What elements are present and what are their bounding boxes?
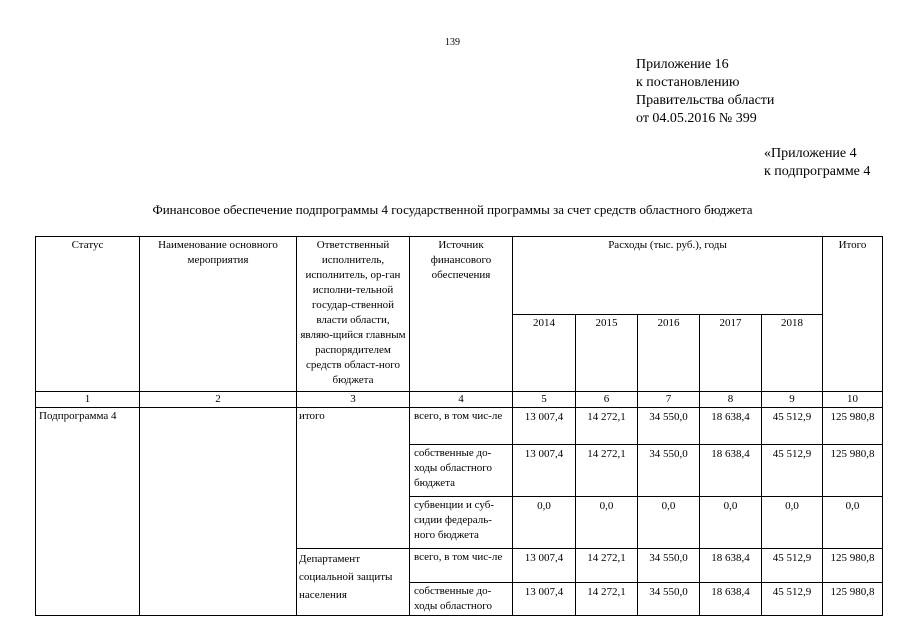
annex-block [636,56,774,128]
value-cell: 125 980,8 [823,408,883,445]
value-cell: 45 512,9 [762,445,823,497]
value-cell: 34 550,0 [638,408,700,445]
column-number: 10 [823,392,883,408]
header-year: 2014 [513,314,576,392]
value-cell: 14 272,1 [576,408,638,445]
header-year: 2018 [762,314,823,392]
value-cell: 45 512,9 [762,408,823,445]
page-number: 139 [445,37,460,48]
value-cell: 13 007,4 [513,549,576,583]
column-number: 4 [410,392,513,408]
column-number: 2 [140,392,297,408]
value-cell: 13 007,4 [513,408,576,445]
source-cell: собственные до-ходы областного бюджета [410,445,513,497]
column-number: 7 [638,392,700,408]
table-row [36,408,883,445]
subannex-line: «Приложение 4 [764,146,857,161]
status-cell: Подпрограмма 4 [36,408,140,616]
executor-cell: Департамент социальной защиты населения [297,549,410,616]
value-cell: 0,0 [823,497,883,549]
source-cell: собственные до-ходы областного [410,583,513,616]
subannex-block [764,145,870,181]
value-cell: 14 272,1 [576,549,638,583]
value-cell: 18 638,4 [700,408,762,445]
value-cell: 13 007,4 [513,583,576,616]
annex-line: Правительства области [636,93,775,108]
value-cell: 34 550,0 [638,583,700,616]
header-source: Источник финансового обеспечения [410,237,513,392]
annex-line: от 04.05.2016 № 399 [636,111,757,126]
document-title: Финансовое обеспечение подпрограммы 4 государственной программы за счет средств областного бюджета [152,202,753,217]
value-cell: 125 980,8 [823,583,883,616]
value-cell: 0,0 [638,497,700,549]
column-number: 5 [513,392,576,408]
value-cell: 34 550,0 [638,549,700,583]
header-year: 2015 [576,314,638,392]
measure-cell [140,408,297,616]
value-cell: 34 550,0 [638,445,700,497]
financing-table [35,236,883,616]
value-cell: 14 272,1 [576,445,638,497]
value-cell: 14 272,1 [576,583,638,616]
header-measure: Наименование основного мероприятия [140,237,297,392]
executor-cell: итого [297,408,410,549]
value-cell: 0,0 [576,497,638,549]
subannex-line: к подпрограмме 4 [764,164,871,179]
value-cell: 125 980,8 [823,445,883,497]
value-cell: 18 638,4 [700,549,762,583]
header-year: 2017 [700,314,762,392]
value-cell: 125 980,8 [823,549,883,583]
source-cell: субвенции и суб-сидии федераль-ного бюджета [410,497,513,549]
value-cell: 0,0 [513,497,576,549]
column-number: 6 [576,392,638,408]
source-cell: всего, в том чис-ле [410,549,513,583]
header-total: Итого [823,237,883,392]
value-cell: 0,0 [762,497,823,549]
value-cell: 13 007,4 [513,445,576,497]
header-status: Статус [36,237,140,392]
value-cell: 45 512,9 [762,549,823,583]
column-number: 3 [297,392,410,408]
column-number: 9 [762,392,823,408]
column-number: 8 [700,392,762,408]
annex-line: Приложение 16 [636,57,729,72]
header-executor: Ответственный исполнитель, исполнитель, ор-ган исполни-тельной государ-ственной власти области, являю-щийся главным распорядителем средств област-ного бюджета [297,237,410,392]
value-cell: 18 638,4 [700,445,762,497]
header-expenses: Расходы (тыс. руб.), годы [513,237,823,315]
source-cell: всего, в том чис-ле [410,408,513,445]
column-number: 1 [36,392,140,408]
value-cell: 45 512,9 [762,583,823,616]
header-year: 2016 [638,314,700,392]
value-cell: 0,0 [700,497,762,549]
annex-line: к постановлению [636,75,740,90]
value-cell: 18 638,4 [700,583,762,616]
